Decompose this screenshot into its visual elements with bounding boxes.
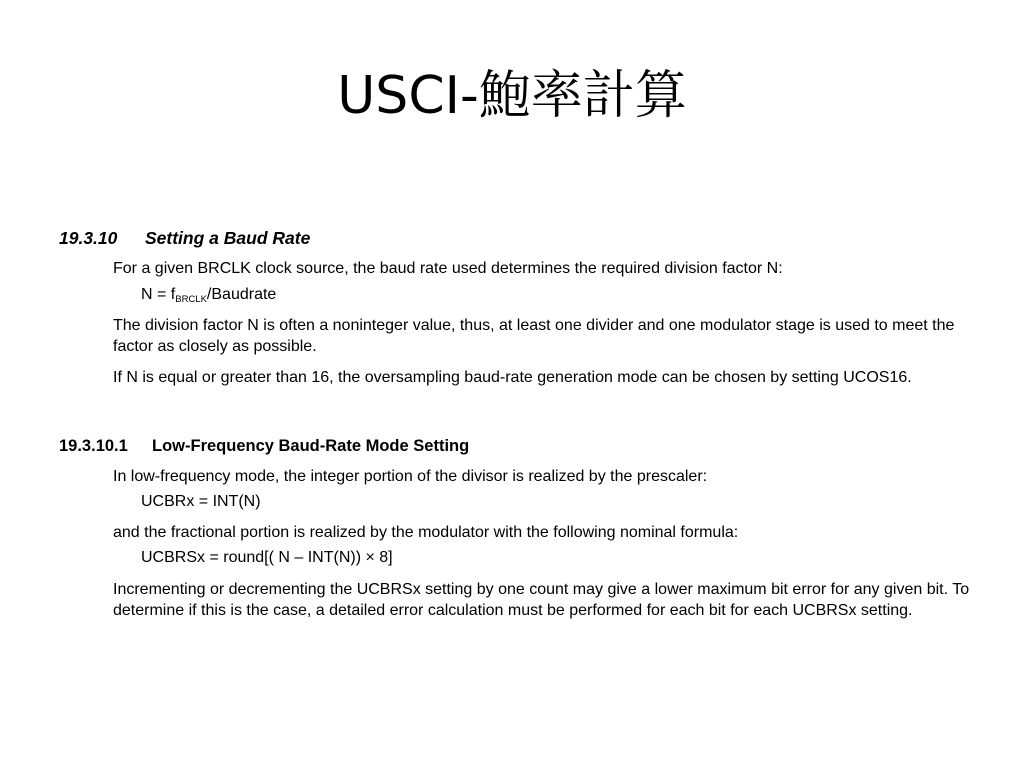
formula-division-factor (141, 285, 276, 305)
subsection-heading (59, 435, 469, 457)
subsection-number: 19.3.10.1 (59, 437, 128, 455)
formula-ucbrsx: UCBRSx = round[( N – INT(N)) × 8] (141, 549, 393, 566)
formula-rhs: /Baudrate (206, 286, 277, 303)
subsection-intro: In low-frequency mode, the integer portion of the divisor is realized by the prescaler: (113, 468, 708, 485)
section-title: Setting a Baud Rate (145, 228, 311, 248)
formula-lhs: N = f (141, 286, 176, 303)
paragraph-bit-error: Incrementing or decrementing the UCBRSx setting by one count may give a lower maximum bit error for any given bit. To determine if this is the case, a detailed error calculation must be performed for each bit for each UCBRSx setting. (113, 581, 970, 619)
paragraph-noninteger: The division factor N is often a noninteger value, thus, at least one divider and one modulator stage is used to meet the factor as closely as possible. (113, 317, 955, 355)
section-number: 19.3.10 (59, 228, 118, 248)
section-heading (59, 227, 310, 249)
paragraph-oversampling: If N is equal or greater than 16, the oversampling baud-rate generation mode can be chosen by setting UCOS16. (113, 369, 912, 386)
subsection-title: Low-Frequency Baud-Rate Mode Setting (152, 437, 470, 455)
section-intro: For a given BRCLK clock source, the baud rate used determines the required division factor N: (113, 260, 783, 277)
slide-title: USCI-鮑率計算 (337, 66, 687, 126)
paragraph-fractional: and the fractional portion is realized by the modulator with the following nominal formula: (113, 524, 739, 541)
formula-subscript: BRCLK (175, 294, 207, 305)
formula-ucbrx: UCBRx = INT(N) (141, 493, 261, 510)
